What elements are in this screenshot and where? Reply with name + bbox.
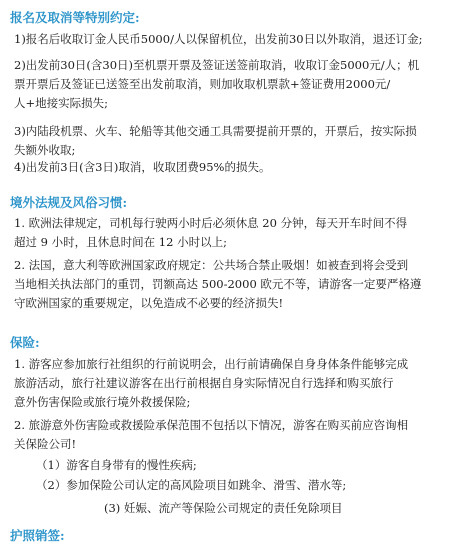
signup-cancel-item-2: [14, 56, 466, 113]
insurance-item-1: [14, 355, 466, 412]
text-line: 当地相关执法部门的重罚，罚额高达 500-2000 欧元不等，请游客一定要严格遵: [14, 277, 422, 291]
text-line: 超过 9 小时，且休息时间在 12 小时以上;: [14, 235, 227, 249]
text-line: 人+地接实际损失;: [14, 96, 109, 110]
signup-cancel-item-1: [14, 30, 466, 49]
insurance-item-2: [14, 416, 466, 454]
signup-cancel-item-3: [14, 122, 466, 160]
text-line: 旅游活动，旅行社建议游客在出行前根据自身实际情况自行选择和购买旅行: [14, 376, 394, 390]
text-line: 4)出发前3日(含3日)取消，收取团费95%的损失。: [14, 160, 271, 174]
text-line: 1. 欧洲法律规定，司机每行驶两小时后必须休息 20 分钟，每天开车时间不得: [14, 216, 408, 230]
text-line: 守欧洲国家的重要规定，以免造成不必要的经济损失!: [14, 296, 284, 310]
section-heading-signup-cancel: 报名及取消等特别约定:: [10, 10, 140, 25]
text-line: 意外伤害保险或旅行境外救援保险;: [14, 395, 191, 409]
text-line: 1)报名后收取订金人民币5000/人以保留机位，出发前30日以外取消，退还订金;: [14, 32, 423, 46]
text-line: 3)内陆段机票、火车、轮船等其他交通工具需要提前开票的，开票后，按实际损: [14, 124, 417, 138]
text-line: 2. 法国，意大利等欧洲国家政府规定：公共场合禁止吸烟！如被查到将会受到: [14, 258, 409, 272]
insurance-exclusion-1: （1）游客自身带有的慢性疾病;: [36, 458, 197, 472]
section-heading-passport: 护照销签:: [10, 528, 65, 543]
laws-item-1: [14, 214, 466, 252]
text-line: 票开票后及签证已送签至出发前取消，则加收取机票款+签证费用2000元/: [14, 77, 391, 91]
insurance-exclusion-2: （2）参加保险公司认定的高风险项目如跳伞、滑雪、潜水等;: [36, 478, 347, 492]
text-line: 1. 游客应参加旅行社组织的行前说明会，出行前请确保自身身体条件能够完成: [14, 357, 409, 371]
text-line: 2)出发前30日(含30日)至机票开票及签证送签前取消，收取订金5000元/人；机: [14, 58, 420, 72]
signup-cancel-item-4: [14, 158, 466, 177]
text-line: 失额外收取;: [14, 143, 76, 157]
insurance-exclusion-3: (3) 妊娠、流产等保险公司规定的责任免除项目: [104, 501, 343, 515]
section-heading-insurance: 保险:: [10, 335, 40, 350]
laws-item-2: [14, 256, 466, 313]
text-line: 关保险公司!: [14, 437, 77, 451]
text-line: 2. 旅游意外伤害险或救援险承保范围不包括以下情况，游客在购买前应咨询相: [14, 418, 409, 432]
section-heading-laws: 境外法规及风俗习惯:: [10, 195, 128, 210]
